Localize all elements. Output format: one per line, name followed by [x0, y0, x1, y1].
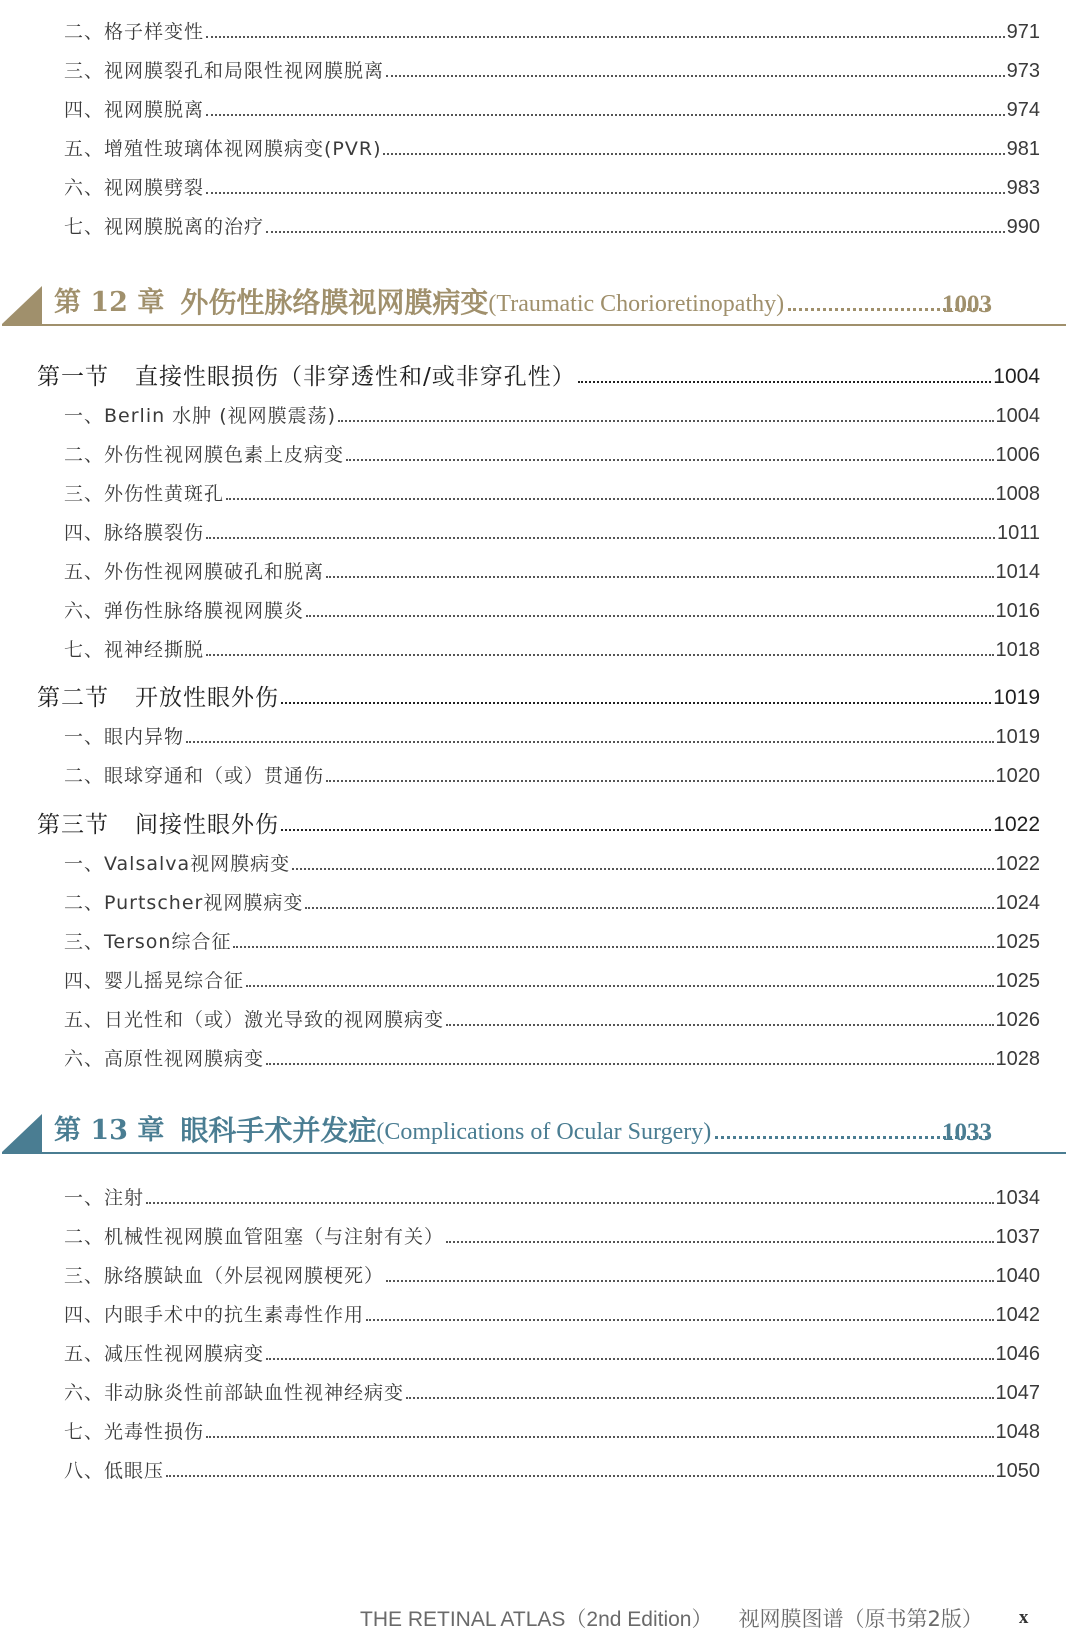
- toc-item[interactable]: [0, 1039, 1080, 1071]
- chapter-title: 眼科手术并发症: [180, 1114, 377, 1147]
- toc-item-label: 四、脉络膜裂伤: [64, 522, 205, 544]
- toc-item[interactable]: [0, 1256, 1080, 1288]
- toc-section[interactable]: [0, 805, 1080, 837]
- dot-leader: [206, 537, 995, 539]
- dot-leader: [326, 780, 993, 782]
- toc-item[interactable]: [0, 1295, 1080, 1327]
- toc-item-label: 六、非动脉炎性前部缺血性视神经病变: [64, 1382, 405, 1404]
- toc-item-page: 1019: [995, 726, 1040, 748]
- toc-item-label: 三、视网膜裂孔和局限性视网膜脱离: [64, 60, 385, 82]
- dot-leader: [206, 36, 1005, 38]
- dot-leader: [226, 498, 993, 500]
- toc-item-page: 1048: [995, 1421, 1040, 1443]
- chapter-page: 1033: [942, 1119, 992, 1146]
- dot-leader: [383, 153, 1004, 155]
- dot-leader: [266, 231, 1005, 233]
- toc-item[interactable]: [0, 513, 1080, 545]
- toc-item[interactable]: [0, 1178, 1080, 1210]
- dot-leader: [346, 459, 993, 461]
- toc-item-label: 二、机械性视网膜血管阻塞（与注射有关）: [64, 1226, 445, 1248]
- dot-leader: [206, 114, 1005, 116]
- toc-item[interactable]: [0, 396, 1080, 428]
- toc-item[interactable]: [0, 51, 1080, 83]
- toc-item-label: 二、Purtscher视网膜病变: [64, 892, 304, 914]
- toc-item-page: 1004: [995, 405, 1040, 427]
- toc-item-label: 一、眼内异物: [64, 726, 185, 748]
- toc-item-label: 一、Berlin 水肿 (视网膜震荡): [64, 405, 337, 427]
- section-title: 开放性眼外伤: [135, 685, 279, 711]
- toc-item[interactable]: [0, 922, 1080, 954]
- dot-leader: [266, 1358, 993, 1360]
- toc-item-label: 七、视网膜脱离的治疗: [64, 216, 265, 238]
- chapter-english-title: (Traumatic Chorioretinopathy): [488, 291, 785, 317]
- toc-item[interactable]: [0, 1412, 1080, 1444]
- toc-item[interactable]: [0, 591, 1080, 623]
- chapter-underline: [2, 324, 1066, 326]
- toc-item-label: 七、视神经撕脱: [64, 639, 205, 661]
- section-page: 1022: [993, 813, 1040, 836]
- dot-leader: [166, 1475, 993, 1477]
- dot-leader: [406, 1397, 993, 1399]
- toc-item[interactable]: [0, 168, 1080, 200]
- dot-leader: [206, 1436, 993, 1438]
- dot-leader: [292, 868, 993, 870]
- toc-item-page: 1025: [995, 970, 1040, 992]
- toc-item[interactable]: [0, 756, 1080, 788]
- toc-item-label: 四、视网膜脱离: [64, 99, 205, 121]
- toc-item-page: 1020: [995, 765, 1040, 787]
- footer-book-title-en: THE RETINAL ATLAS（2nd Edition）: [360, 1608, 713, 1631]
- chapter-page: 1003: [942, 291, 992, 318]
- toc-item[interactable]: [0, 90, 1080, 122]
- toc-item[interactable]: [0, 883, 1080, 915]
- toc-item-page: 1024: [995, 892, 1040, 914]
- toc-item-label: 四、内眼手术中的抗生素毒性作用: [64, 1304, 365, 1326]
- toc-section[interactable]: [0, 357, 1080, 389]
- dot-leader: [146, 1202, 993, 1204]
- toc-item-page: 990: [1006, 216, 1040, 238]
- toc-item-page: 1046: [995, 1343, 1040, 1365]
- dot-leader: [386, 1280, 993, 1282]
- toc-item-label: 三、外伤性黄斑孔: [64, 483, 225, 505]
- toc-item-page: 983: [1006, 177, 1040, 199]
- toc-item-page: 1034: [995, 1187, 1040, 1209]
- toc-item-label: 五、减压性视网膜病变: [64, 1343, 265, 1365]
- toc-item[interactable]: [0, 1334, 1080, 1366]
- toc-item-page: 1006: [995, 444, 1040, 466]
- dot-leader: [281, 702, 991, 704]
- toc-item-page: 1011: [996, 522, 1040, 544]
- toc-item-page: 974: [1006, 99, 1040, 121]
- toc-item[interactable]: [0, 630, 1080, 662]
- toc-item[interactable]: [0, 12, 1080, 44]
- toc-item[interactable]: [0, 1000, 1080, 1032]
- toc-item[interactable]: [0, 435, 1080, 467]
- toc-item-label: 六、弹伤性脉络膜视网膜炎: [64, 600, 305, 622]
- toc-item-label: 一、注射: [64, 1187, 145, 1209]
- dot-leader: [386, 75, 1005, 77]
- toc-item-label: 七、光毒性损伤: [64, 1421, 205, 1443]
- chapter-english-title: (Complications of Ocular Surgery): [376, 1119, 712, 1145]
- section-number: 第一节: [37, 364, 109, 390]
- dot-leader: [366, 1319, 993, 1321]
- dot-leader: [206, 192, 1005, 194]
- toc-item-page: 1047: [995, 1382, 1040, 1404]
- dot-leader: [186, 741, 993, 743]
- footer-book-title-cn: 视网膜图谱（原书第2版）: [738, 1607, 983, 1631]
- dot-leader: [446, 1024, 993, 1026]
- toc-item[interactable]: [0, 961, 1080, 993]
- toc-item-page: 1037: [995, 1226, 1040, 1248]
- dot-leader: [233, 946, 993, 948]
- page-footer: [360, 1601, 1080, 1635]
- toc-item-page: 1026: [995, 1009, 1040, 1031]
- toc-item[interactable]: [0, 129, 1080, 161]
- chapter-underline: [2, 1152, 1066, 1154]
- dot-leader: [326, 576, 993, 578]
- toc-item-page: 981: [1006, 138, 1040, 160]
- toc-item-page: 1008: [995, 483, 1040, 505]
- toc-item-page: 1025: [995, 931, 1040, 953]
- toc-item-label: 六、视网膜劈裂: [64, 177, 205, 199]
- section-number: 第三节: [37, 812, 109, 838]
- chapter-number: 第 13 章: [54, 1115, 165, 1146]
- toc-item-label: 一、Valsalva视网膜病变: [64, 853, 291, 875]
- toc-item[interactable]: [0, 1451, 1080, 1483]
- toc-item[interactable]: [0, 552, 1080, 584]
- toc-section[interactable]: [0, 678, 1080, 710]
- dot-leader: [281, 829, 991, 831]
- chapter-12-heading[interactable]: [0, 280, 1080, 328]
- dot-leader: [578, 381, 992, 383]
- dot-leader: [306, 615, 993, 617]
- toc-item[interactable]: [0, 717, 1080, 749]
- toc-item-page: 1018: [995, 639, 1040, 661]
- toc-item-label: 五、日光性和（或）激光导致的视网膜病变: [64, 1009, 445, 1031]
- dot-leader: [338, 420, 993, 422]
- dot-leader: [305, 907, 993, 909]
- toc-item-label: 三、脉络膜缺血（外层视网膜梗死）: [64, 1265, 385, 1287]
- section-title: 间接性眼外伤: [135, 812, 279, 838]
- section-title: 直接性眼损伤（非穿透性和/或非穿孔性）: [135, 364, 576, 390]
- toc-item-page: 1050: [995, 1460, 1040, 1482]
- toc-item-page: 973: [1006, 60, 1040, 82]
- toc-item[interactable]: [0, 207, 1080, 239]
- toc-item-label: 二、眼球穿通和（或）贯通伤: [64, 765, 325, 787]
- section-number: 第二节: [37, 685, 109, 711]
- chapter-title: 外伤性脉络膜视网膜病变: [180, 286, 489, 319]
- toc-item-page: 1042: [995, 1304, 1040, 1326]
- toc-item-label: 五、外伤性视网膜破孔和脱离: [64, 561, 325, 583]
- toc-item[interactable]: [0, 474, 1080, 506]
- toc-item-label: 三、Terson综合征: [64, 931, 232, 953]
- toc-item-page: 1016: [995, 600, 1040, 622]
- chapter-triangle-icon: [2, 1114, 42, 1152]
- dot-leader: [266, 1063, 993, 1065]
- chapter-triangle-icon: [2, 286, 42, 324]
- section-page: 1019: [993, 686, 1040, 709]
- chapter-13-heading[interactable]: [0, 1108, 1080, 1156]
- toc-item-label: 八、低眼压: [64, 1460, 165, 1482]
- dot-leader: [446, 1241, 993, 1243]
- footer-page-number: x: [1018, 1607, 1029, 1628]
- toc-item-label: 二、格子样变性: [64, 21, 205, 43]
- dot-leader: [246, 985, 993, 987]
- toc-item-page: 1028: [995, 1048, 1040, 1070]
- toc-item-page: 971: [1006, 21, 1040, 43]
- toc-item-page: 1022: [995, 853, 1040, 875]
- toc-item-label: 六、高原性视网膜病变: [64, 1048, 265, 1070]
- toc-item-label: 四、婴儿摇晃综合征: [64, 970, 245, 992]
- toc-item-page: 1014: [995, 561, 1040, 583]
- toc-item-page: 1040: [995, 1265, 1040, 1287]
- toc-item-label: 二、外伤性视网膜色素上皮病变: [64, 444, 345, 466]
- toc-item[interactable]: [0, 1373, 1080, 1405]
- section-page: 1004: [993, 365, 1040, 388]
- toc-item[interactable]: [0, 844, 1080, 876]
- dot-leader: [206, 654, 993, 656]
- toc-item-label: 五、增殖性玻璃体视网膜病变(PVR): [64, 138, 382, 160]
- toc-item[interactable]: [0, 1217, 1080, 1249]
- chapter-number: 第 12 章: [54, 287, 165, 318]
